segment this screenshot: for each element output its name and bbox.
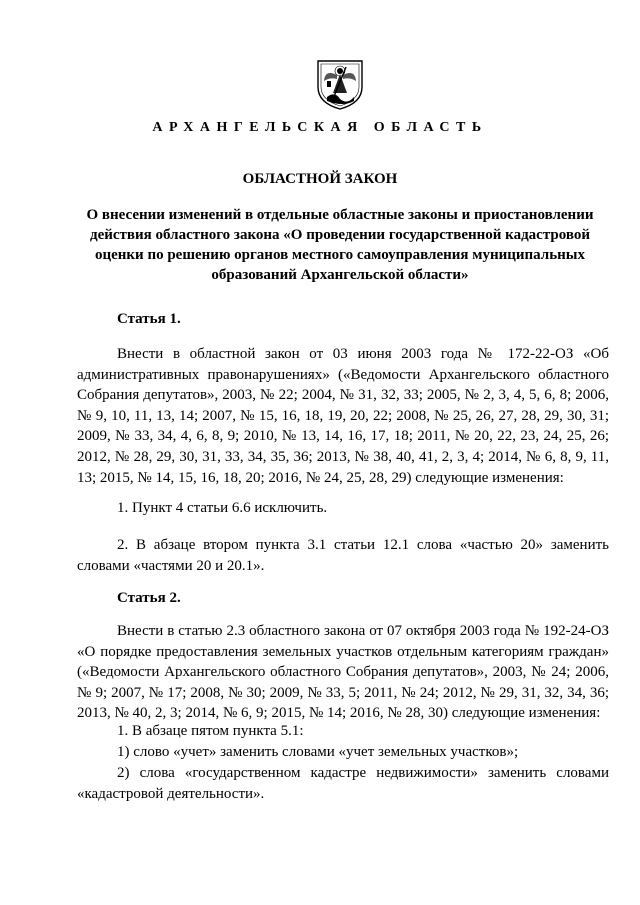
heading-line: образований Архангельской области» <box>211 267 469 283</box>
article-2-subitem-2: 2) слова «государственном кадастре недвижимости» заменить словами «кадастровой деятельности». <box>77 765 609 802</box>
article-2-title: Статья 2. <box>117 590 181 606</box>
heading-line: О внесении изменений в отдельные областные законы и приостановлении <box>86 207 594 223</box>
heading-line: оценки по решению органов местного самоуправления муниципальных <box>94 247 586 263</box>
article-1-item-2: 2. В абзаце втором пункта 3.1 статьи 12.1 слова «частью 20» заменить словами «частями 20 и 20.1». <box>77 537 609 574</box>
archangel-coat-of-arms-icon <box>313 57 367 111</box>
region-title: АРХАНГЕЛЬСКАЯ ОБЛАСТЬ <box>152 120 488 135</box>
heading-line: действия областного закона «О проведении государственной кадастровой <box>90 227 590 243</box>
article-2-subitem-1: 1) слово «учет» заменить словами «учет земельных участков»; <box>117 744 519 760</box>
article-1-intro: Внести в областной закон от 03 июня 2003 года № 172-22-ОЗ «Об административных правонарушениях» («Ведомости Архангельского областного Собрания депутатов», 2003, № 22; 2004, № 31, 32, 33; 2005, № 2, 3, 4, 5, 6, 8; 2006, № 9, 10, 11, 13, 14; 2007, № 15, 16, 18, 19, 20, 22; 2008, № 25, 26, 27, 28, 29, 30, 31; 2009, № 33, 34, 4, 6, 8, 9; 2010, № 13, 14, 16, 17, 18; 2011, № 20, 22, 23, 24, 25, 26; 2012, № 28, 29, 30, 31, 33, 34, 35, 36; 2013, № 38, 40, 41, 2, 3, 4; 2014, № 6, 8, 9, 11, 13; 2015, № 14, 15, 16, 18, 20; 2016, № 24, 25, 28, 29) следующие изменения: <box>77 346 609 486</box>
article-1-title: Статья 1. <box>117 311 181 327</box>
article-1-item-1: 1. Пункт 4 статьи 6.6 исключить. <box>117 500 328 516</box>
law-heading <box>70 205 610 285</box>
law-type-title: ОБЛАСТНОЙ ЗАКОН <box>242 171 398 187</box>
article-2-item-1: 1. В абзаце пятом пункта 5.1: <box>117 723 304 739</box>
article-2-intro: Внести в статью 2.3 областного закона от 07 октября 2003 года № 192-24-ОЗ «О порядке предоставления земельных участков отдельным категориям граждан» («Ведомости Архангельского областного Собрания депутатов», 2003, № 24; 2006, № 9; 2007, № 17; 2008, № 30; 2009, № 33, 5; 2011, № 24; 2012, № 29, 31, 32, 34, 36; 2013, № 40, 2, 3; 2014, № 6, 9; 2015, № 14; 2016, № 28, 30) следующие изменения: <box>77 623 609 722</box>
